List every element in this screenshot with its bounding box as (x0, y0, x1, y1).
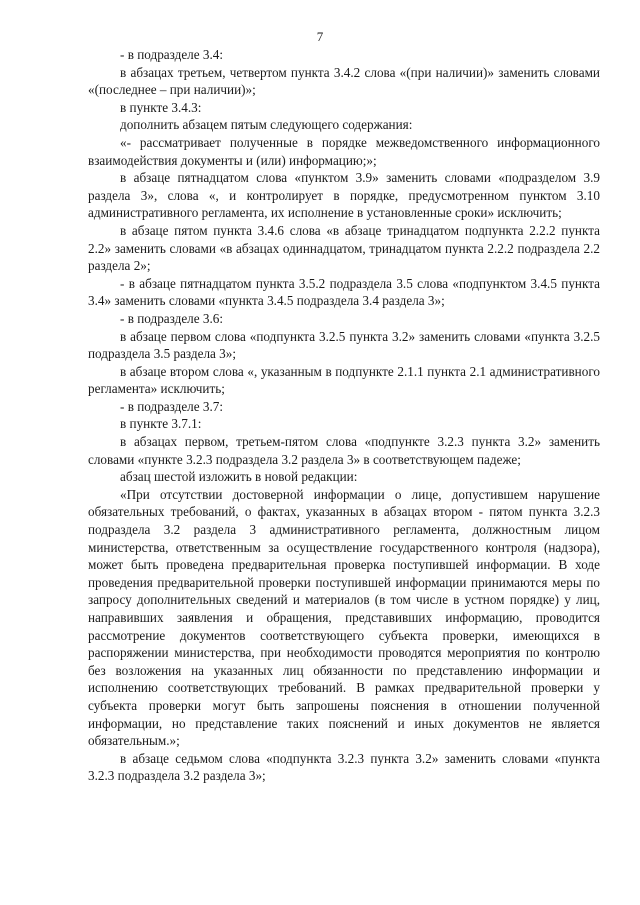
paragraph: - в подразделе 3.6: (120, 310, 224, 326)
paragraph: дополнить абзацем пятым следующего содержания: (120, 117, 413, 133)
paragraph: в абзаце пятнадцатом слова «пунктом 3.9» заменить словами «подразделом 3.9 раздела 3», слова «, и контролирует в порядке, предусмотренном пунктом 3.10 административного регламента, их исполнение в установленные сроки» исключить; (88, 170, 600, 221)
paragraph: «При отсутствии достоверной информации о лице, допустившем нарушение обязательных требований, о фактах, указанных в абзацах втором - пятом пункта 3.2.3 подраздела 3.2 раздела 3 административного регламента, должностным лицом министерства, ответственным за осуществление государственного контроля (надзора), может быть проведена предварительная проверка поступившей информации. В ходе проведения предварительной проверки поступившей информации принимаются меры по запросу дополнительных сведений и материалов (в том числе в устном порядке) у лиц, направивших заявления и обращения, представивших информацию, проводится рассмотрение документов соответствующего субъекта проверки, имеющихся в распоряжении министерства, при необходимости проводятся мероприятия по контролю без возложения на указанных лиц обязанности по представлению информации и исполнению соответствующих требований. В рамках предварительной проверки у субъекта проверки могут быть запрошены пояснения в отношении полученной информации, но представление таких пояснений и иных документов не является обязательным.»; (88, 486, 600, 749)
paragraph: в абзаце первом слова «подпункта 3.2.5 пункта 3.2» заменить словами «пункта 3.2.5 подраздела 3.5 раздела 3»; (88, 328, 600, 362)
paragraph: - в подразделе 3.4: (120, 47, 224, 62)
paragraph: - в подразделе 3.7: (120, 398, 224, 414)
paragraph: в абзаце пятом пункта 3.4.6 слова «в абзаце тринадцатом подпункта 2.2.2 пункта 2.2» заменить словами «в абзацах одиннадцатом, тринадцатом пункта 2.2.2 подраздела 2.2 раздела 2»; (88, 222, 600, 274)
paragraph: «- рассматривает полученные в порядке межведомственного информационного взаимодействия документы и (или) информацию;»; (88, 134, 600, 168)
paragraph: в абзацах третьем, четвертом пункта 3.4.2 слова «(при наличии)» заменить словами «(последнее – при наличии)»; (88, 64, 600, 98)
page-number: 7 (316, 29, 324, 44)
paragraph: в пункте 3.4.3: (120, 99, 202, 115)
paragraph: в абзаце втором слова «, указанным в подпункте 2.1.1 пункта 2.1 административного регламента» исключить; (88, 363, 600, 397)
paragraph: в абзацах первом, третьем-пятом слова «подпункте 3.2.3 пункта 3.2» заменить словами «пункте 3.2.3 подраздела 3.2 раздела 3» в соответствующем падеже; (88, 434, 600, 467)
paragraph: - в абзаце пятнадцатом пункта 3.5.2 подраздела 3.5 слова «подпунктом 3.4.5 пункта 3.4» заменить словами «пункта 3.4.5 подраздела 3.4 раздела 3»; (88, 275, 600, 309)
paragraph: в абзаце седьмом слова «подпункта 3.2.3 пункта 3.2» заменить словами «пункта 3.2.3 подраздела 3.2 раздела 3»; (88, 750, 600, 784)
paragraph: абзац шестой изложить в новой редакции: (120, 469, 358, 485)
paragraph: в пункте 3.7.1: (120, 416, 202, 432)
document-body (88, 46, 600, 785)
